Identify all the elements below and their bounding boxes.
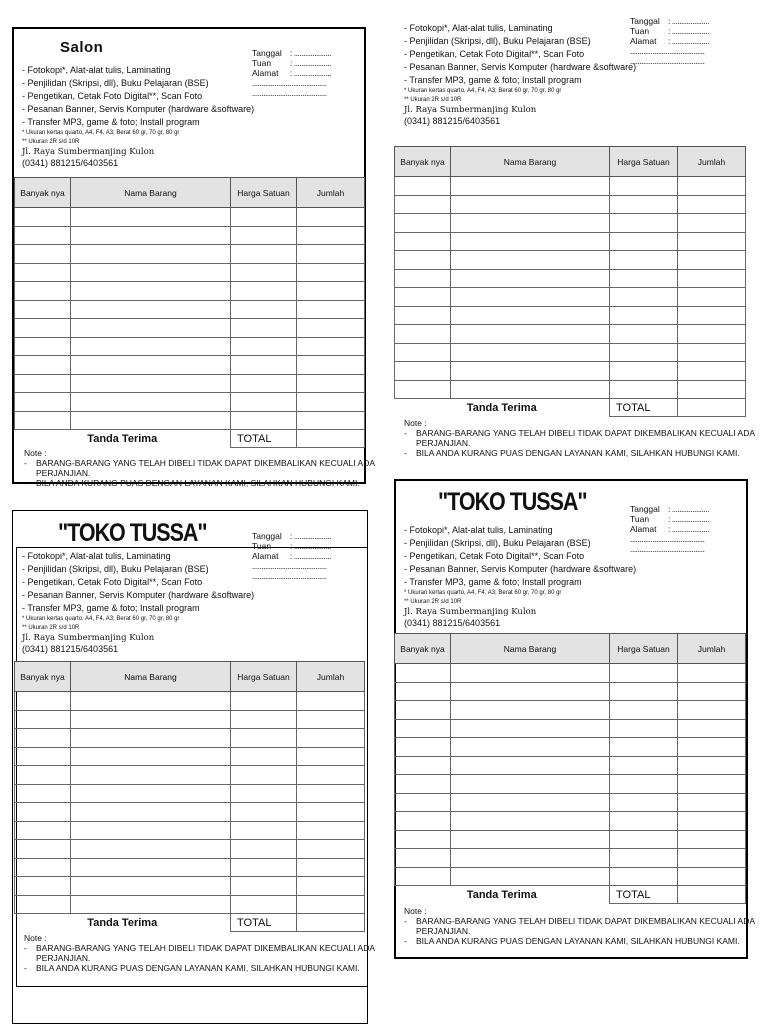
total-label: TOTAL — [610, 399, 678, 417]
service-item: - Fotokopi*, Alat-alat tulis, Laminating — [22, 65, 171, 75]
col-banyak: Banyak nya — [395, 147, 451, 177]
table-row[interactable] — [15, 877, 365, 896]
signature-label: Tanda Terima — [15, 430, 231, 448]
table-row[interactable] — [395, 343, 746, 362]
shop-phone: (0341) 881215/6403561 — [404, 618, 501, 628]
col-nama-barang: Nama Barang — [71, 662, 231, 692]
shop-phone: (0341) 881215/6403561 — [22, 644, 119, 654]
shop-address: Jl. Raya Sumbermanjing Kulon — [404, 607, 537, 617]
col-jumlah: Jumlah — [297, 178, 365, 208]
shop-address: Jl. Raya Sumbermanjing Kulon — [22, 633, 155, 643]
tanggal-label: Tanggal — [630, 16, 660, 26]
service-item: - Pesanan Banner, Servis Komputer (hardware &software) — [22, 590, 255, 600]
table-row[interactable] — [15, 300, 365, 319]
service-item: - Transfer MP3, game & foto; Install program — [22, 117, 200, 127]
note-item: BILA ANDA KURANG PUAS DENGAN LAYANAN KAMI, SILAHKAN HUBUNGI KAMI. — [36, 478, 360, 488]
tuan-value: : .................... — [668, 26, 709, 36]
service-item: - Penjilidan (Skripsi, dll), Buku Pelajaran (BSE) — [22, 564, 209, 574]
table-row[interactable] — [395, 306, 746, 325]
service-item: - Transfer MP3, game & foto; Install program — [404, 577, 582, 587]
alamat-extra-line: ........................................ — [630, 534, 705, 544]
service-list — [22, 64, 254, 169]
service-item: - Pengetikan, Cetak Foto Digital**, Scan Foto — [404, 551, 585, 561]
alamat-label: Alamat — [252, 551, 279, 561]
tuan-label: Tuan — [252, 541, 272, 551]
table-row[interactable] — [395, 719, 746, 738]
alamat-extra-line: ........................................ — [252, 88, 327, 98]
shop-address: Jl. Raya Sumbermanjing Kulon — [404, 105, 537, 115]
table-row[interactable] — [395, 251, 746, 270]
tanggal-label: Tanggal — [252, 531, 282, 541]
alamat-value: : .................... — [290, 68, 331, 78]
note-item: BILA ANDA KURANG PUAS DENGAN LAYANAN KAMI, SILAHKAN HUBUNGI KAMI. — [36, 963, 360, 973]
service-item: - Pesanan Banner, Servis Komputer (hardware &software) — [404, 62, 637, 72]
paper-size-note: * Ukuran kertas quarto, A4, F4, A3; Berat 60 gr, 70 gr, 80 gr — [404, 88, 562, 94]
service-item: - Pengetikan, Cetak Foto Digital**, Scan Foto — [22, 577, 203, 587]
note-label: Note : — [24, 448, 47, 458]
table-row[interactable] — [395, 362, 746, 381]
table-row[interactable] — [15, 784, 365, 803]
alamat-value: : .................... — [668, 524, 709, 534]
service-item: - Fotokopi*, Alat-alat tulis, Laminating — [22, 551, 171, 561]
table-row[interactable] — [395, 682, 746, 701]
table-row[interactable] — [395, 288, 746, 307]
table-row[interactable] — [15, 208, 365, 227]
tuan-value: : .................... — [290, 58, 331, 68]
service-list — [22, 550, 254, 655]
paper-size-note: * Ukuran kertas quarto, A4, F4, A3; Berat 60 gr, 70 gr, 80 gr — [22, 616, 180, 622]
tuan-value: : .................... — [290, 541, 331, 551]
shop-phone: (0341) 881215/6403561 — [22, 158, 119, 168]
table-row[interactable] — [395, 214, 746, 233]
customer-meta — [252, 531, 331, 581]
service-item: - Fotokopi*, Alat-alat tulis, Laminating — [404, 525, 553, 535]
table-row[interactable] — [15, 245, 365, 264]
tanggal-label: Tanggal — [630, 504, 660, 514]
footer-notes: Note : - BARANG-BARANG YANG TELAH DIBELI TIDAK DAPAT DIKEMBALIKAN KECUALI ADA PERJANJIAN. - BILA ANDA KURANG PUAS DENGAN LAYANAN KAMI, SILAHKAN HUBUNGI KAMI. — [24, 933, 375, 973]
table-row[interactable] — [395, 701, 746, 720]
total-value[interactable] — [297, 914, 365, 932]
tanggal-label: Tanggal — [252, 48, 282, 58]
table-row[interactable] — [15, 692, 365, 711]
col-jumlah: Jumlah — [678, 634, 746, 664]
receipt-bottom-left — [14, 513, 384, 973]
shop-title: "TOKO TUSSA" — [58, 519, 207, 547]
alamat-extra-line: ........................................ — [630, 544, 705, 554]
note-item: BARANG-BARANG YANG TELAH DIBELI TIDAK DAPAT DIKEMBALIKAN KECUALI ADA PERJANJIAN. — [416, 916, 755, 936]
customer-meta — [630, 16, 709, 66]
total-value[interactable] — [297, 430, 365, 448]
service-item: - Pesanan Banner, Servis Komputer (hardware &software) — [22, 104, 255, 114]
table-row[interactable] — [15, 374, 365, 393]
shop-title: Salon — [60, 39, 104, 56]
col-harga-satuan: Harga Satuan — [231, 662, 297, 692]
alamat-label: Alamat — [630, 36, 657, 46]
table-row[interactable] — [395, 269, 746, 288]
table-row[interactable] — [15, 319, 365, 338]
col-nama-barang: Nama Barang — [451, 634, 610, 664]
alamat-extra-line: ........................................ — [252, 78, 327, 88]
items-table — [394, 146, 746, 417]
col-jumlah: Jumlah — [297, 662, 365, 692]
table-row[interactable] — [15, 393, 365, 412]
signature-label: Tanda Terima — [395, 399, 610, 417]
note-label: Note : — [404, 906, 427, 916]
service-item: - Penjilidan (Skripsi, dll), Buku Pelajaran (BSE) — [22, 78, 209, 88]
photo-size-note: ** Ukuran 2R s/d 10R — [404, 599, 462, 605]
note-item: BARANG-BARANG YANG TELAH DIBELI TIDAK DAPAT DIKEMBALIKAN KECUALI ADA PERJANJIAN. — [36, 943, 375, 963]
tuan-label: Tuan — [630, 26, 650, 36]
col-nama-barang: Nama Barang — [451, 147, 610, 177]
service-item: - Fotokopi*, Alat-alat tulis, Laminating — [404, 23, 553, 33]
table-row[interactable] — [15, 411, 365, 430]
tanggal-value: : .................... — [290, 531, 331, 541]
note-label: Note : — [404, 418, 427, 428]
table-row[interactable] — [395, 380, 746, 399]
table-row[interactable] — [395, 664, 746, 683]
items-table — [394, 633, 746, 904]
table-row[interactable] — [395, 177, 746, 196]
table-row[interactable] — [395, 849, 746, 868]
alamat-label: Alamat — [252, 68, 279, 78]
table-row[interactable] — [395, 195, 746, 214]
table-row[interactable] — [15, 282, 365, 301]
table-row[interactable] — [395, 867, 746, 886]
total-label: TOTAL — [610, 886, 678, 904]
table-row[interactable] — [395, 775, 746, 794]
service-item: - Transfer MP3, game & foto; Install program — [404, 75, 582, 85]
paper-size-note: * Ukuran kertas quarto, A4, F4, A3; Berat 60 gr, 70 gr, 80 gr — [404, 590, 562, 596]
tuan-value: : .................... — [668, 514, 709, 524]
shop-phone: (0341) 881215/6403561 — [404, 116, 501, 126]
service-list — [404, 22, 636, 127]
service-item: - Penjilidan (Skripsi, dll), Buku Pelajaran (BSE) — [404, 538, 591, 548]
total-label: TOTAL — [231, 430, 297, 448]
tanggal-value: : .................... — [668, 504, 709, 514]
tuan-label: Tuan — [252, 58, 272, 68]
col-banyak: Banyak nya — [395, 634, 451, 664]
alamat-extra-line: ........................................ — [630, 56, 705, 66]
alamat-extra-line: ........................................ — [252, 571, 327, 581]
service-item: - Pengetikan, Cetak Foto Digital**, Scan Foto — [404, 49, 585, 59]
table-row[interactable] — [395, 793, 746, 812]
alamat-extra-line: ........................................ — [252, 561, 327, 571]
footer-notes: Note : - BARANG-BARANG YANG TELAH DIBELI TIDAK DAPAT DIKEMBALIKAN KECUALI ADA PERJANJIAN. - BILA ANDA KURANG PUAS DENGAN LAYANAN KAMI, SILAHKAN HUBUNGI KAMI. — [404, 418, 755, 458]
note-item: BARANG-BARANG YANG TELAH DIBELI TIDAK DAPAT DIKEMBALIKAN KECUALI ADA PERJANJIAN. — [416, 428, 755, 448]
col-harga-satuan: Harga Satuan — [610, 147, 678, 177]
receipt-bottom-right — [396, 482, 766, 957]
table-row[interactable] — [15, 821, 365, 840]
note-label: Note : — [24, 933, 47, 943]
customer-meta — [252, 48, 331, 98]
table-row[interactable] — [395, 830, 746, 849]
alamat-extra-line: ........................................ — [630, 46, 705, 56]
note-item: BILA ANDA KURANG PUAS DENGAN LAYANAN KAMI, SILAHKAN HUBUNGI KAMI. — [416, 936, 740, 946]
service-item: - Pesanan Banner, Servis Komputer (hardware &software) — [404, 564, 637, 574]
tuan-label: Tuan — [630, 514, 650, 524]
photo-size-note: ** Ukuran 2R s/d 10R — [22, 625, 80, 631]
paper-size-note: * Ukuran kertas quarto, A4, F4, A3; Berat 60 gr, 70 gr, 80 gr — [22, 130, 180, 136]
table-row[interactable] — [15, 226, 365, 245]
alamat-value: : .................... — [668, 36, 709, 46]
table-row[interactable] — [395, 325, 746, 344]
table-row[interactable] — [15, 766, 365, 785]
alamat-label: Alamat — [630, 524, 657, 534]
table-row[interactable] — [15, 729, 365, 748]
tanggal-value: : .................... — [668, 16, 709, 26]
table-row[interactable] — [395, 756, 746, 775]
total-value[interactable] — [678, 886, 746, 904]
total-value[interactable] — [678, 399, 746, 417]
col-jumlah: Jumlah — [678, 147, 746, 177]
photo-size-note: ** Ukuran 2R s/d 10R — [404, 97, 462, 103]
table-row[interactable] — [15, 895, 365, 914]
customer-meta — [630, 504, 709, 554]
items-table — [14, 177, 365, 448]
shop-title: "TOKO TUSSA" — [438, 488, 587, 516]
col-nama-barang: Nama Barang — [71, 178, 231, 208]
service-item: - Penjilidan (Skripsi, dll), Buku Pelajaran (BSE) — [404, 36, 591, 46]
total-label: TOTAL — [231, 914, 297, 932]
note-item: BARANG-BARANG YANG TELAH DIBELI TIDAK DAPAT DIKEMBALIKAN KECUALI ADA PERJANJIAN. — [36, 458, 375, 478]
footer-notes: Note : - BARANG-BARANG YANG TELAH DIBELI TIDAK DAPAT DIKEMBALIKAN KECUALI ADA PERJANJIAN. - BILA ANDA KURANG PUAS DENGAN LAYANAN KAMI, SILAHKAN HUBUNGI KAMI. — [404, 906, 755, 946]
table-row[interactable] — [15, 858, 365, 877]
tanggal-value: : .................... — [290, 48, 331, 58]
col-harga-satuan: Harga Satuan — [610, 634, 678, 664]
footer-notes: Note : - BARANG-BARANG YANG TELAH DIBELI TIDAK DAPAT DIKEMBALIKAN KECUALI ADA PERJANJIAN. - BILA ANDA KURANG PUAS DENGAN LAYANAN KAMI, SILAHKAN HUBUNGI KAMI. — [24, 448, 375, 488]
table-row[interactable] — [395, 232, 746, 251]
service-item: - Pengetikan, Cetak Foto Digital**, Scan Foto — [22, 91, 203, 101]
service-item: - Transfer MP3, game & foto; Install program — [22, 603, 200, 613]
items-table — [14, 661, 365, 932]
table-row[interactable] — [15, 710, 365, 729]
receipt-top-left — [14, 30, 384, 488]
alamat-value: : .................... — [290, 551, 331, 561]
receipt-top-right — [396, 16, 766, 456]
shop-address: Jl. Raya Sumbermanjing Kulon — [22, 147, 155, 157]
table-row[interactable] — [395, 812, 746, 831]
signature-label: Tanda Terima — [395, 886, 610, 904]
col-banyak: Banyak nya — [15, 662, 71, 692]
note-item: BILA ANDA KURANG PUAS DENGAN LAYANAN KAMI, SILAHKAN HUBUNGI KAMI. — [416, 448, 740, 458]
photo-size-note: ** Ukuran 2R s/d 10R — [22, 139, 80, 145]
table-row[interactable] — [15, 337, 365, 356]
col-banyak: Banyak nya — [15, 178, 71, 208]
table-row[interactable] — [15, 263, 365, 282]
table-row[interactable] — [15, 840, 365, 859]
service-list — [404, 524, 636, 629]
table-row[interactable] — [15, 356, 365, 375]
col-harga-satuan: Harga Satuan — [231, 178, 297, 208]
table-row[interactable] — [15, 803, 365, 822]
signature-label: Tanda Terima — [15, 914, 231, 932]
table-row[interactable] — [395, 738, 746, 757]
table-row[interactable] — [15, 747, 365, 766]
